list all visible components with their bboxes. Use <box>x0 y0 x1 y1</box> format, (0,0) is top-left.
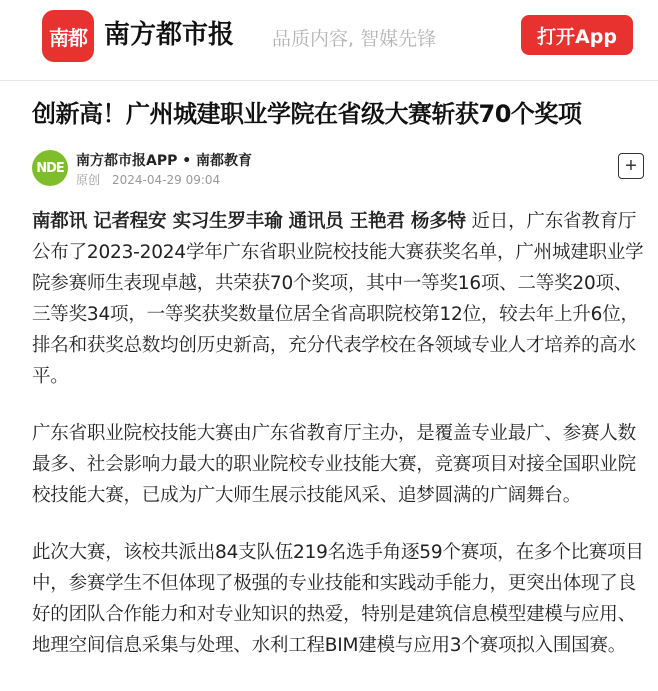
source-row <box>32 150 644 190</box>
source-name[interactable]: 南方都市报APP • 南都教育 <box>76 153 253 169</box>
paragraph-text: 近日，广东省教育厅公布了2023-2024学年广东省职业院校技能大赛获奖名单，广州城建职业学院参赛师生表现卓越，共荣获70个奖项，其中一等奖16项、二等奖20项、三等奖34项，一等奖获奖数量位居全省高职院校第12位，较去年上升6位，排名和获奖总数均创历史新高，充分代表学校在各领域专业人才培养的高水平。 <box>32 211 644 387</box>
article-type: 原创 <box>76 173 101 187</box>
follow-plus-button[interactable]: + <box>618 153 644 179</box>
article-paragraph <box>32 206 648 392</box>
nandu-logo[interactable] <box>42 10 94 62</box>
open-app-button[interactable]: 打开App <box>521 15 633 55</box>
article-byline: 南都讯 记者程安 实习生罗丰瑜 通讯员 王艳君 杨多特 <box>32 211 466 232</box>
source-avatar-text: NDE <box>36 160 64 176</box>
source-avatar[interactable] <box>32 150 68 186</box>
logo-text: 南都 <box>49 25 87 50</box>
slogan: 品质内容, 智媒先锋 <box>272 28 437 50</box>
article-body <box>32 206 648 687</box>
publish-datetime: 2024-04-29 09:04 <box>112 173 221 187</box>
article-title: 创新高！广州城建职业学院在省级大赛斩获70个奖项 <box>32 100 582 128</box>
article-paragraph: 此次大赛，该校共派出84支队伍219名选手角逐59个赛项，在多个比赛项目中，参赛学生不但体现了极强的专业技能和实践动手能力，更突出体现了良好的团队合作能力和对专业知识的热爱，特别是建筑信息模型建模与应用、地理空间信息采集与处理、水利工程BIM建模与应用3个赛项拟入围国赛。 <box>32 542 644 656</box>
brand-name[interactable]: 南方都市报 <box>104 20 235 50</box>
app-header <box>0 0 658 81</box>
source-meta <box>76 171 220 188</box>
article-paragraph: 广东省职业院校技能大赛由广东省教育厅主办，是覆盖专业最广、参赛人数最多、社会影响力最大的职业院校专业技能大赛，竞赛项目对接全国职业院校技能大赛，已成为广大师生展示技能风采、追梦圆满的广阔舞台。 <box>32 423 636 506</box>
